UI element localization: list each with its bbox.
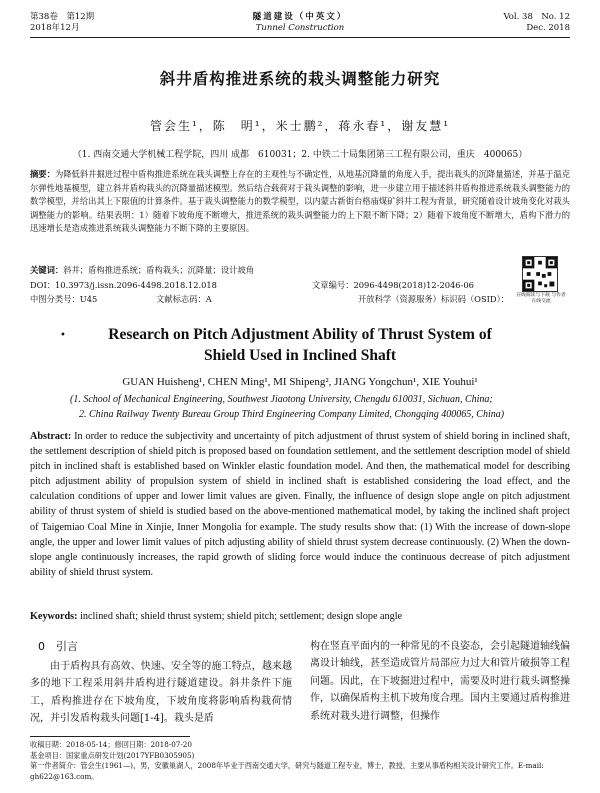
title-en-line1: Research on Pitch Adjustment Ability of Thrust System of: [108, 326, 492, 343]
qr-code-icon[interactable]: [522, 256, 558, 292]
title-cn: 斜井盾构推进系统的栽头调整能力研究: [159, 70, 441, 88]
abstract-en: [30, 429, 570, 580]
affiliation-en-1: (1. School of Mechanical Engineering, Southwest Jiaotong University, Chengdu 610031, Sichuan, China;: [70, 394, 493, 405]
doi[interactable]: DOI：10.3973/j.issn.2096-4498.2018.12.018: [30, 280, 217, 290]
abstract-label-en: Abstract:: [30, 431, 72, 442]
abstract-cn: [30, 168, 570, 236]
bullet-mark: •: [60, 330, 66, 341]
abstract-text-en: In order to reduce the subjectivity and uncertainty of pitch adjustment of thrust system of shield boring in inclined shaft, the settlement description of shield pitch is proposed based on foundation settlement, and the settlement description model of shield pitch in inclined shaft is established based on Winkler elastic foundation model. And then, the mathematical model for describing pitch adjustment ability of propulsion system of shield in inclined shaft is established considering the load effect, and the calculation conditions of upper and lower limit values are given. Finally, the influence of design slope angle on pitch adjustment ability of thrust system of shield is studied based on the above-mentioned mathematical model, by taking the inclined shaft project of Taigemiao Coal Mine in Xinjie, Inner Mongolia for example. The study results show that: (1) With the increase of down-slope angle, the upper and lower limit values of pitch adjusting ability of shield thrust system decrease continuously. (2) When the down-slope angle continuously increases, the rapid growth of sliding force would induce the continuous decrease of pitch adjustment ability of shield thrust system.: [30, 431, 570, 578]
authors-cn: 管会生¹，陈 明¹，米士鹏²，蒋永春¹，谢友慧¹: [149, 119, 451, 133]
date-cn: 2018年12月: [30, 23, 80, 33]
footnote-rule: [30, 736, 190, 737]
qr-caption: 在线阅读与下载 与作者在线交流: [516, 293, 566, 304]
keywords-label-cn: 关键词：: [30, 265, 64, 275]
journal-name-cn: 隧道建设（中英文）: [252, 12, 348, 22]
affiliation-cn: （1. 西南交通大学机械工程学院，四川 成都 610031；2. 中铁二十局集团第三工程有限公司，重庆 400065）: [72, 150, 528, 160]
abstract-label-cn: 摘要：: [30, 169, 55, 179]
keywords-label-en: Keywords:: [30, 611, 78, 622]
footnote-fund: 基金项目：国家重点研发计划(2017YFB0305905): [30, 750, 195, 760]
keywords-text-cn: 斜井；盾构推进系统；盾构栽头；沉降量；设计坡角: [63, 265, 255, 275]
header-right: [503, 12, 570, 34]
clc-number: 中图分类号：U45: [30, 294, 98, 304]
affiliation-en: [70, 392, 570, 422]
header-center: [30, 12, 570, 34]
title-en-line2: Shield Used in Inclined Shaft: [203, 347, 397, 364]
section-heading-introduction: 0 引言: [38, 640, 78, 653]
keywords-en: [30, 611, 570, 622]
volume-en: Vol. 38 No. 12: [503, 12, 570, 22]
document-code: 文献标志码：A: [156, 294, 212, 304]
affiliation-en-2: 2. China Railway Twenty Bureau Group Third Engineering Company Limited, Chongqing 400065, China): [79, 409, 505, 420]
article-number: 文章编号：2096-4498(2018)12-2046-06: [312, 280, 474, 290]
title-en: [0, 324, 600, 366]
footnote: [30, 740, 570, 782]
journal-name-en: Tunnel Construction: [255, 23, 345, 33]
date-en: Dec. 2018: [526, 23, 570, 33]
body-right-column: 构在竖直平面内的一种常见的不良姿态，会引起隧道轴线偏离设计轴线，甚至造成管片局部应力过大和管片破损等工程问题。因此，在下坡掘进过程中，需要及时进行栽头调整操作，以确保盾构主机下坡角度合理。国内主要通过盾构推进系统对栽头进行调整，但操作: [310, 641, 570, 722]
abstract-text-cn: 为降低斜井掘进过程中盾构推进系统在栽头调整上存在的主观性与不确定性，从地基沉降量的角度入手，提出栽头的沉降量描述，并基于温克尔弹性地基模型，建立斜井盾构栽头的沉降量描述模型。然后结合载荷对于栽头调整的影响，进一步建立用于描述斜井盾构推进系统栽头调整能力的数学模型，并给出其上下限值的计算条件。基于栽头调整能力的数学模型，以内蒙古新街台格庙煤矿斜井工程为背景，研究随着设计坡角变化对栽头调整能力的影响。结果表明：1）随着下坡角度不断增大，推进系统的栽头调整能力的上下限不断下降；2）随着下坡角度不断增大，盾构下滑力的迅速增长是造成推进系统栽头调整能力不断下降的主要原因。: [30, 169, 570, 234]
running-header: [30, 10, 570, 40]
footnote-received: 收稿日期：2018-05-14；修回日期：2018-07-20: [30, 740, 192, 749]
header-rule: [30, 37, 570, 38]
keywords-text-en: inclined shaft; shield thrust system; shield pitch; settlement; design slope angle: [77, 611, 403, 622]
osid-label: 开放科学（资源服务）标识码（OSID）：: [358, 294, 510, 304]
body-left-column: 由于盾构具有高效、快速、安全等的施工特点，越来越多的地下工程采用斜井盾构进行隧道建设。斜井条件下施工，盾构推进存在下坡角度，下坡角度将影响盾构栽荷情况，并引发盾构栽头问题[1-4]。栽头是盾: [30, 661, 292, 725]
volume-cn: 第38卷 第12期: [30, 12, 95, 22]
footnote-author: 第一作者简介：管会生(1961—)，男，安徽巢湖人，2008年毕业于西南交通大学，研究与隧道工程专业，博士，教授，主要从事盾构相关设计研究工作。E-mail: gh622@163.com。: [30, 761, 544, 781]
keywords-cn: [30, 264, 510, 276]
authors-en: GUAN Huisheng¹, CHEN Ming¹, MI Shipeng², JIANG Yongchun¹, XIE Youhui¹: [122, 376, 478, 388]
